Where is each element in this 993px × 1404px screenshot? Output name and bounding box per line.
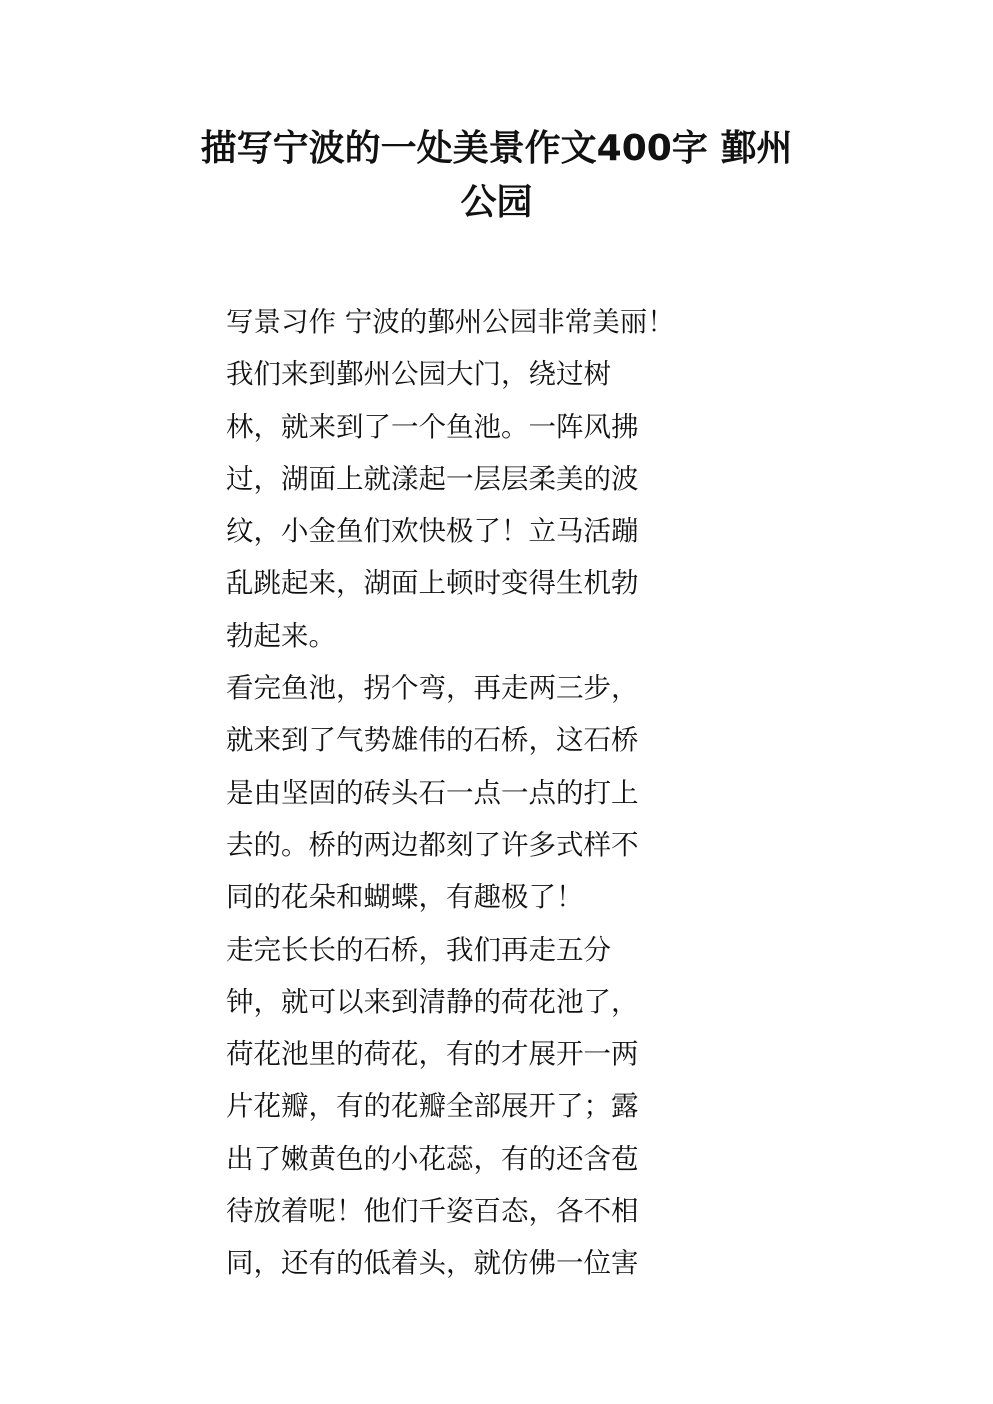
body-line: 待放着呢！他们千姿百态，各不相 [226, 1195, 639, 1228]
body-line: 写景习作 宁波的鄞州公园非常美丽！ [226, 306, 675, 338]
body-line: 片花瓣，有的花瓣全部展开了；露 [226, 1090, 639, 1123]
body-line: 乱跳起来，湖面上顿时变得生机勃 [226, 567, 639, 600]
body-line: 是由坚固的砖头石一点一点的打上 [226, 776, 639, 809]
body-line: 勃起来。 [226, 619, 336, 652]
body-line: 看完鱼池，拐个弯，再走两三步， [226, 672, 639, 705]
title-line-2: 公园 [460, 182, 533, 223]
body-line: 钟，就可以来到清静的荷花池了， [226, 985, 639, 1018]
essay-body [226, 300, 706, 1294]
title-line-1: 描写宁波的一处美景作文400字 鄞州 [200, 128, 793, 169]
body-line: 我们来到鄞州公园大门，绕过树 [226, 358, 611, 391]
body-line: 纹，小金鱼们欢快极了！立马活蹦 [226, 515, 639, 548]
body-line: 荷花池里的荷花，有的才展开一两 [226, 1038, 639, 1071]
body-line: 就来到了气势雄伟的石桥，这石桥 [226, 724, 639, 757]
body-line: 同的花朵和蝴蝶，有趣极了！ [226, 881, 584, 914]
body-line: 出了嫩黄色的小花蕊，有的还含苞 [226, 1142, 639, 1175]
body-line: 走完长长的石桥，我们再走五分 [226, 933, 611, 966]
body-line: 林，就来到了一个鱼池。一阵风拂 [226, 410, 639, 443]
body-line: 过，湖面上就漾起一层层柔美的波 [226, 462, 639, 495]
body-line: 去的。桥的两边都刻了许多式样不 [226, 828, 639, 861]
page-title [150, 122, 843, 230]
body-line: 同，还有的低着头，就仿佛一位害 [226, 1247, 639, 1280]
